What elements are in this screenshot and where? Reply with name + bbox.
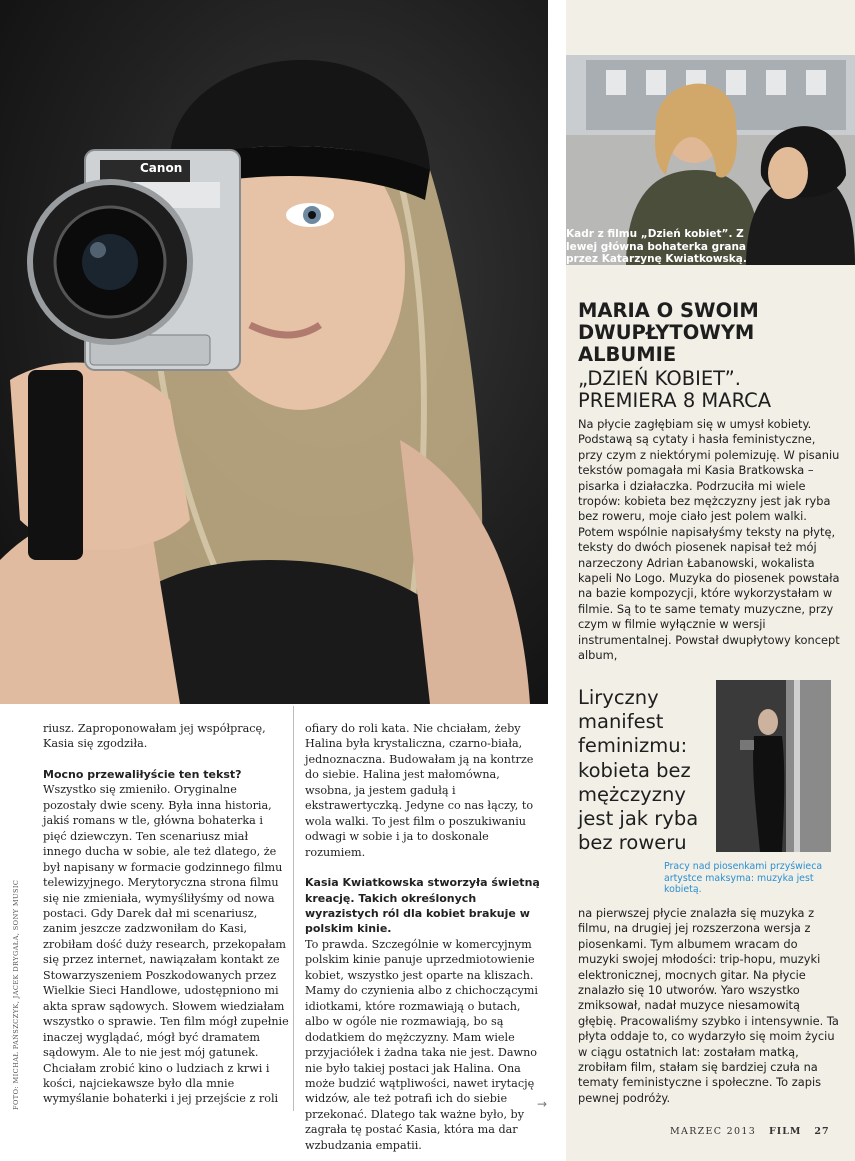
magazine-name: FILM (769, 1126, 802, 1137)
sidebar-body-text-continued: na pierwszej płycie znalazła się muzyka z filmu, na drugiej jej rozszerzona wersja z piosenkami. Tym albumem wracam do muzyki swojej młodości: trip-hopu, muzyki elektronicznej, mocnych gitar. Na płycie znalazło się 10 utworów. Yaro wszystko zmiksował, nadał muzyce niesamowitą głębię. Pracowaliśmy szybko i intensywnie. Ta płyta oddaje to, co wydarzyło się moim życiu w ciągu ostatnich lat: zostałam matką, zrobiłam film, stałam się bardziej czuła na tematy feministyczne i społeczne. To zapis pewnej podróży. (578, 906, 839, 1105)
article-column-2 (305, 721, 548, 1153)
main-photo (0, 0, 548, 704)
paragraph: ofiary do roli kata. Nie chciałam, żeby Halina była krystaliczna, czarno-biała, jednoznaczna. Budowałam ją na kontrze do siebie. Halina jest małomówna, wsobna, ja jestem gadułą i ekstrawertyczką. Jedyne co nas łączy, to wola walki. To jest film o poszukiwaniu odwagi w sobie i ja to doskonale rozumiem. (305, 722, 534, 859)
photo-credit: FOTO: MICHAŁ PAŃSZCZYK, JACEK DRYGAŁA, SONY MUSIC (12, 879, 20, 1110)
sidebar-subheading: „DZIEŃ KOBIET”. PREMIERA 8 MARCA (578, 367, 772, 412)
paragraph: Wszystko się zmieniło. Oryginalne pozostały dwie sceny. Była inna historia, jakiś romans w tle, główna bohaterka i pięć dziewczyn. Ten scenariusz miał innego ducha w sobie, ale też dlatego, że był napisany w formacie godzinnego filmu telewizyjnego. Merytoryczna strona filmu się nie zmieniała, wymyśliłyśmy od nowa postaci. Gdy Darek dał mi scenariusz, zanim jeszcze zadzwoniłam do Kasi, zrobiłam dość duży research, przekopałam się przez internet, nawiązałam kontakt ze Stowarzyszeniem Poszkodowanych przez Wielkie Sieci Handlowe, udostępniono mi akta spraw sądowych. Słowem wiedziałam wszystko o sprawie. Ten film mógł zupełnie inaczej wyglądać, mógł być dramatem sądowym. Ale to nie jest mój gatunek. Chciałam zrobić kino o ludziach z krwi i kości, najciekawsze było dla mnie wymyślanie bohaterki i jej przejście z roli (43, 783, 289, 1106)
studio-photo-illustration (716, 680, 831, 852)
arrow-right-icon: → (537, 1097, 548, 1111)
interview-question: Mocno przewaliłyście ten tekst? (43, 767, 242, 781)
interview-question: Kasia Kwiatkowska stworzyła świetną kreację. Takich określonych wyrazistych ról dla kobiet brakuje w polskim kinie. (305, 876, 540, 936)
sidebar-body-text: Na płycie zagłębiam się w umysł kobiety. Podstawą są cytaty i hasła feministyczne, przy czym z niektórymi polemizuję. W pisaniu tekstów pomagała mi Kasia Bratkowska – pisarka i działaczka. Podrzuciła mi wiele tropów: kobieta bez mężczyzny jest jak ryba bez roweru, moje ciało jest polem walki. Potem wspólnie napisałyśmy teksty na płytę, teksty do dwóch piosenek napisał też mój narzeczony Adrian Łabanowski, wokalista kapeli No Logo. Muzyka do piosenek powstała na bazie kompozycji, które wykorzystałam w filmie. Są to te same tematy muzyczne, przy czym w filmie wyłącznie w wersji instrumentalnej. Powstał dwupłytowy koncept album, (578, 417, 840, 663)
page-number: 27 (814, 1126, 830, 1137)
paragraph: To prawda. Szczególnie w komercyjnym polskim kinie panuje uprzedmiotowienie kobiet, wszystko jest oparte na kliszach. Mamy do czynienia albo z chichoczącymi idiotkami, które rozmawiają o butach, albo w ogóle nie rozmawiają, bo są dodatkiem do mężczyzny. Mam wiele przyjaciółek i żadna taka nie jest. Dawno nie było takiej postaci jak Halina. Ona może budzić wątpliwości, nawet irytację widzów, ale też potrafi ich do siebie przekonać. Dlatego tak ważne było, by zagrała tę postać Kasia, która ma dar wzbudzania empatii. (305, 937, 538, 1152)
column-divider (293, 706, 294, 1111)
pull-quote: Liryczny manifest feminizmu: kobieta bez mężczyzny jest jak ryba bez roweru (578, 686, 699, 855)
main-photo-illustration (0, 0, 548, 704)
page-footer (670, 1126, 830, 1137)
studio-photo-caption: Pracy nad piosenkami przyświeca artystce maksyma: muzyka jest kobietą. (664, 861, 823, 896)
article-column-1 (43, 721, 290, 1107)
issue-date: MARZEC 2013 (670, 1126, 757, 1137)
paragraph: riusz. Zaproponowałam jej współpracę, Kasia się zgodziła. (43, 722, 266, 751)
sidebar-heading: MARIA O SWOIM DWUPŁYTOWYM ALBUMIE (578, 299, 759, 366)
film-still-caption: Kadr z filmu „Dzień kobiet”. Z lewej główna bohaterka grana przez Katarzynę Kwiatkowską. (566, 228, 747, 265)
camera-brand: Canon (140, 161, 183, 175)
studio-photo (716, 680, 831, 852)
